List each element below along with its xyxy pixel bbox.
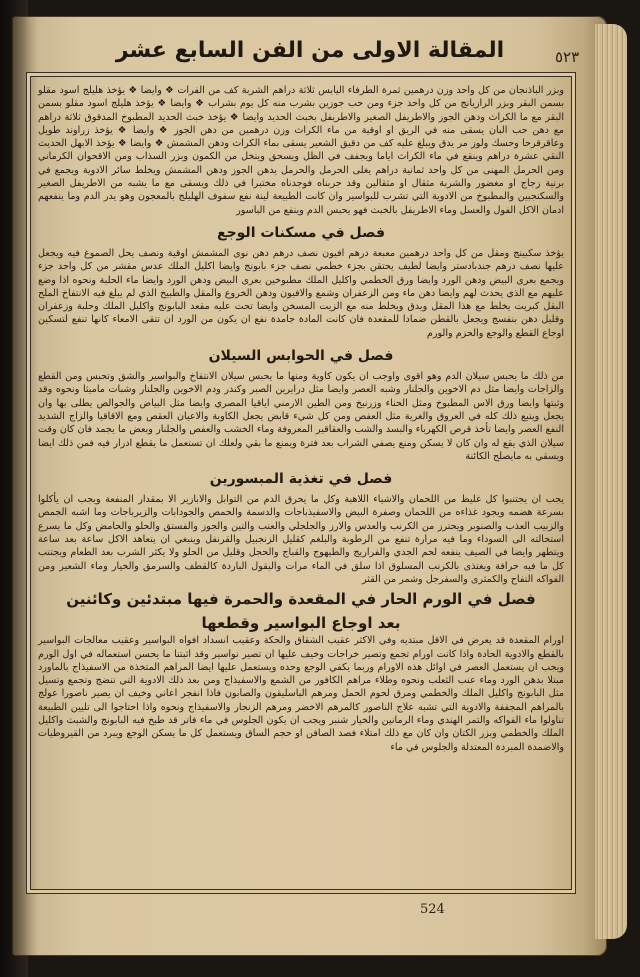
section4-paragraph: يجب ان يجتنبوا كل غليظ من اللحمان والاشياء اللاهبة وكل ما يحرق الدم من التوابل والابازير الا بمقدار المنفعة ويجب ان يأكلوا بسرعة هضمه ويجود غذاءه من اللحمان وصفرة البيض والاسفيذباجات والدسمة والحمص والجودابات والزيرباجات وما اشبه الجمص والزبيب العذب والصنوبر ويحترز من الكرنب والعدس والارز والجلجلي والعنب والتين والجوز والفستق والحلو والحامض وكل ما يسرع استحالته الى السوداء وما فيه مرارة تنفع من الرطوبة والبلغم كقليل الزنجبيل والقرنفل وينبغي ان يتعاهد الاكل ساعة بعد ساعة ويتطهر وايضا في الصيف ينفعه لحم الجدي والفراريج والطيهوج والقباج والحجل وقليل من الحلو ولا يكثر الشرب بعد الطعام ويجتنب كل ما فيه حرافة ويغتذى بالكرنب المسلوق اذا سلق في الماء مرات والبقول الباردة كالقطف والسرمق والخيار وماء الشعير ومن الفواكه التفاح والكمثرى والسفرجل وشمر من القثر [38, 494, 564, 585]
section3-paragraph: من ذلك ما يحبس سيلان الدم وهو اقوى واوجب ان يكون كاوية ومنها ما يحبس سيلان الانتفاخ والبواسير والشق وتحبس ومن القطع والزاجات وايضا مثل دم الاخوين والجلنار وشبه العصر وايضا مثل درايرين الصبر وكندر ودم الاخوين والجلنار وشبات ماميثا ونحوه وقد وثبتها وايضا ورق الاس المطبوخ ومثل الحناء وزرنيخ ومن الطين الارمني اياقيا المصري وايضا مثل البياض والجوالص يطلى بها وان يجعل ويتبع ذلك كله في العروق والغرية مثل العفص ومن كل شيء قابض يجعل الكاوية والاعيان العقص ومع الاقاقيا والزاج الشديد النفع العصر وايضا تأخذ قرص الكهرباء والبسد والشب والعقاقير المعروفة وماء الخشب والعفص والجلنار وبعض ما يجمد فان كان وقت سيلان الذي يقع له وان كان لا يسكن ومنع يصفي الشراب بعد فترة ويمنع ما بقي ولعلك ان تستعمل ما يقطع ادرار فيه فمن ذلك ايضا ويسقي به مايصلح الكائنة [38, 371, 564, 462]
section5-subheading: بعد اوجاع البواسير وقطعها [201, 614, 401, 633]
page-header: المقالة الاولى من الفن السابع عشر [115, 38, 505, 63]
section2-heading: فصل في مسكنات الوجع [217, 224, 385, 241]
page-number-bottom: 524 [420, 902, 445, 917]
page-number-top: ٥٢٣ [555, 48, 580, 66]
section3-heading: فصل في الحوابس السيلان [208, 348, 394, 365]
text-block [38, 84, 564, 754]
section5-heading: فصل في الورم الحار في المقعدة والحمرة فيها مبتدئين وكائنين [66, 590, 536, 609]
section4-heading: فصل في تغذية المبسورين [209, 471, 393, 488]
section1-paragraph: وبزر الباذنجان من كل واحد وزن درهمين ثمرة الطرفاء اليابس ثلاثة دراهم الشربة كف من الفرات ❖ وايضا ❖ يؤخذ هليلج اسود مقلو بسمن البقر وبزر الرازيانج من كل واحد جزء ومن حب جوزين بشرب منه كل يوم بشراب ❖ وايضا ❖ يؤخذ هليلج اسود مقلو بسمن البقر مع ما الكراث ودهن الجوز والاطريفل الصغير والاطريفل بخبث الحديد وايضا ❖ يؤخذ خبث الحديد المطبوخ المدقوق ثلاثة دراهم مع دهن حب البان يسقى منه في الريق او اوقية من ماء الكراث وزن درهمين من دهن الجوز ❖ وايضا ❖ يؤخذ زراوند طويل وعاقرقرحا وحسك ولوز مر يدق ويبلغ عليه كف من دقيق الشعير يسقى بماء الكراث ودهن المشمش ❖ وايضا ❖ يؤخذ الابهل الحديث النقي عشرة دراهم وينقع في ماء الكراث اياما ويجفف في الظل ويسحق وينخل من الكمون وبزر السذاب ومن الاقحوان الكرماني ومن الحرمل المهنى من كل واحد ثمانية دراهم يغلى الحرمل والحرمل يدهن الجوز ودهن المشمش ويخلط سائر الادوية ويجمع في برنية زجاج او مغضور والشربة مثقال او مثقالين وقد جربناه فوجدناه مختبرا في ذلك ويسقى مع ما يشبه من الاطريفل الصغير والسكنجبين والمطبوخ من الادوية التي تشرب للبواسير وان كانت الطبيعة لينة نفع سفوف الهليلج بالمعجون وهو يدر الدم وما ينفعهم ادمان الاكل الفول والعسل وماء الاطريفل بالخبث فهو يحبس الدم وينفع من الباسور [38, 85, 564, 216]
page-edges [595, 24, 627, 939]
section2-paragraph: يؤخذ سكبينج ومقل من كل واحد درهمين معبعة درهم افيون نصف درهم دهن نوى المشمش اوقية ونصف يحل الصموغ فيه ويجعل عليها نصف درهم جندبادستر وايضا لطيف يحتقن بجزء خطمي نصف جزء بابونج وايضا اكليل الملك عدس مقشر من كل واحد جزء ويجمع بعرى البيض ودهن الورد وايضا ورق الخطمي واكليل الملك مطبوخين بعرى البيض ودهن الورد وايضا ماء الحلبة ونحوه اذا وضع عليهم مع الذي يحدث لهم وايضا دهن ماء ومن الزعفران وشمع والافيون ودهن الخروع والمقل والطبيخ الذي لم يبلغ فيه الانتفاخ الملح البقل كبريت يخلط مع هذا المقل ويدق ويخلط منه مع الزيت المسخن وايضا تحت عليه مقعد البابونج واكليل الملك وحلبة وزعفران وقليل دهن بنفسج ويجعل بالقطن ضمادا للمقعدة فان كانت المادة جامدة نفع ان يكون من الورد ان تتقى الامعاء كانها تنفع لتسكين اوجاع القطع والوجع والحزم والورم [38, 247, 564, 339]
section5-paragraph: اورام المقعدة قد يعرض في الاقل مبتديه وفي الاكثر عقيب الشقاق والحكة وعقيب انسداد افواه البواسير وعقيب معالجات البواسير بالقطع والادوية الحادة واذا كانت اورام تجمع وتصير خراجات وخيف عليها ان تصير نواسير وقد اثبتنا ما يحسن استعماله في اول الورم ويجب ان يستعمل العصر في اوائل هذه الاورام وربما يكفي الوجع وحده ويستعمل عليها ايضا المراهم المتخذة من الاسفيذاج بالماورد مبتلا بدهن الورد وماء عنب الثعلب ونحوه وطلاء مراهم الكافور من الشمع والاسفيذاج ومن بعد ذلك الادوية التي تنضج وتجمع وتسيل مثل البابونج واكليل الملك والخطمي ومرق لحوم الحمل ومرهم الباسليقون والصابون فاذا انفجر اعاني وخيف ان يصير ناصورا عولج بالمراهم المجففة والادوية التي تشبه علاج الناصور كالمرهم الاخضر ومرهم الزنجار والاسفيذاج ونحوه واذا احتاجوا الى تليين الطبيعة تناولوا ماء الفواكه والتمر الهندي وماء الرمانين والخيار شنبر ويجب ان يكون الجلوس في ماء فاتر قد طبخ فيه البابونج والشبث واكليل الملك والخطمي وبزر الكتان وان كان مع ذلك امتلاء فصد الصافن او حجم الساق ويستعمل كل ما يسكن الوجع ويبرد من القيروطيات والاضمدة المبردة المعتدلة والجلوس في ماء [38, 635, 564, 753]
